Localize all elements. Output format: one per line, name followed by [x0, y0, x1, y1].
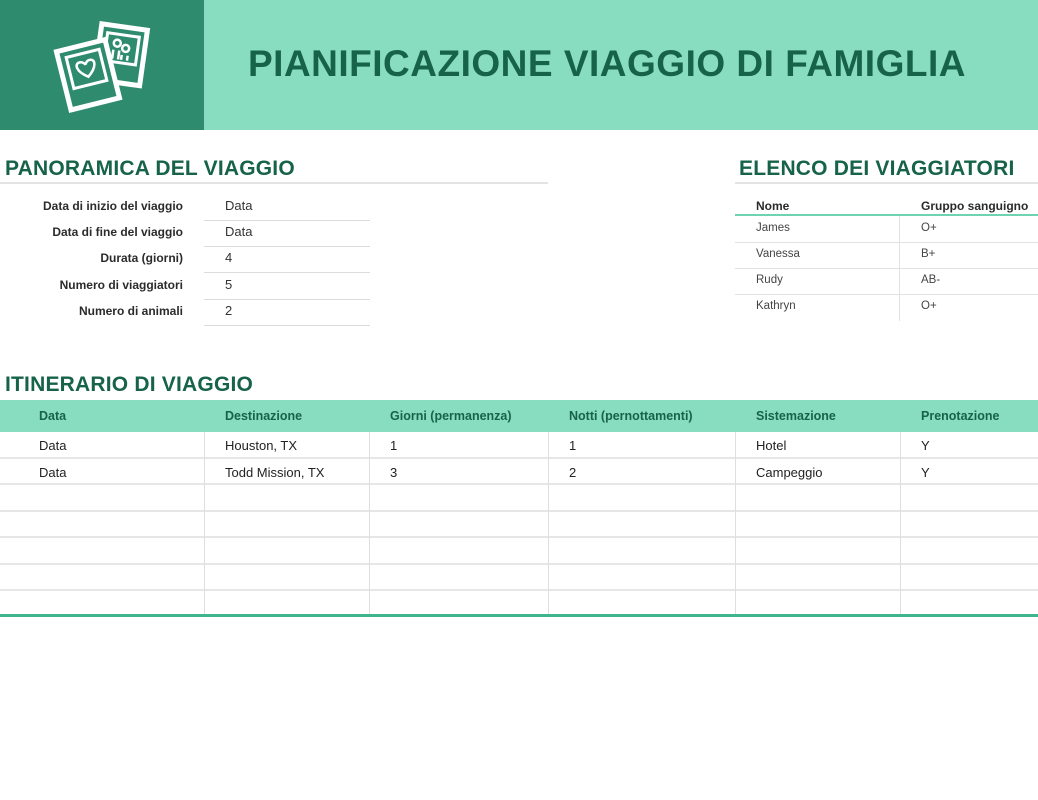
itinerary-row-empty[interactable] — [0, 565, 1038, 592]
itinerary-row-empty[interactable] — [0, 512, 1038, 539]
travelers-title-rule — [735, 182, 1038, 184]
traveler-blood: O+ — [921, 222, 937, 234]
travelers-col-name: Nome — [756, 199, 790, 213]
itinerary-col-days: Giorni (permanenza) — [390, 409, 512, 423]
banner-icon-panel — [0, 0, 204, 130]
itinerary-cell-booking: Y — [921, 464, 930, 480]
overview-label-start-date: Data di inizio del viaggio — [42, 199, 183, 213]
itinerary-cell-days: 3 — [390, 464, 398, 480]
overview-title: PANORAMICA DEL VIAGGIO — [5, 157, 295, 180]
itinerary-col-booking: Prenotazione — [921, 409, 1000, 423]
banner-title-panel — [204, 0, 1038, 130]
overview-value-travelers[interactable]: 5 — [204, 276, 370, 300]
traveler-blood: AB- — [921, 274, 941, 286]
itinerary-table-header — [0, 400, 1038, 432]
itinerary-column-divider — [548, 432, 549, 616]
overview-label-travelers: Numero di viaggiatori — [59, 278, 183, 292]
page-title: PIANIFICAZIONE VIAGGIO DI FAMIGLIA — [248, 43, 966, 84]
overview-value-duration[interactable]: 4 — [204, 249, 370, 273]
travelers-column-divider — [899, 216, 900, 321]
itinerary-col-date: Data — [39, 409, 67, 423]
itinerary-row-empty[interactable] — [0, 485, 1038, 512]
traveler-name: Rudy — [756, 274, 783, 286]
itinerary-row[interactable] — [0, 432, 1038, 459]
overview-label-pets: Numero di animali — [78, 304, 183, 318]
itinerary-column-divider — [369, 432, 370, 616]
travelers-col-blood: Gruppo sanguigno — [921, 199, 1029, 213]
itinerary-row-empty[interactable] — [0, 591, 1038, 615]
itinerary-col-destination: Destinazione — [225, 409, 303, 423]
travelers-title: ELENCO DEI VIAGGIATORI — [739, 157, 1015, 180]
header-banner — [0, 0, 1038, 130]
itinerary-col-nights: Notti (pernottamenti) — [569, 409, 693, 423]
traveler-row[interactable] — [735, 243, 1038, 269]
traveler-name: James — [756, 222, 790, 234]
overview-value-end-date[interactable]: Data — [204, 223, 370, 247]
overview-value-pets[interactable]: 2 — [204, 302, 370, 326]
traveler-blood: O+ — [921, 300, 937, 312]
overview-label-end-date: Data di fine del viaggio — [52, 225, 183, 239]
traveler-row[interactable] — [735, 217, 1038, 243]
itinerary-row-empty[interactable] — [0, 538, 1038, 565]
traveler-name: Kathryn — [756, 300, 796, 312]
itinerary-table-bottom-border — [0, 614, 1038, 617]
itinerary-cell-accommodation: Hotel — [756, 438, 787, 453]
traveler-row[interactable] — [735, 295, 1038, 321]
itinerary-column-divider — [204, 432, 205, 616]
itinerary-row[interactable] — [0, 459, 1038, 486]
overview-title-rule — [0, 182, 548, 184]
itinerary-cell-destination: Houston, TX — [225, 438, 298, 453]
itinerary-cell-accommodation: Campeggio — [756, 464, 823, 480]
itinerary-cell-date: Data — [39, 464, 67, 480]
itinerary-col-accommodation: Sistemazione — [756, 409, 836, 423]
travelers-table-header — [735, 196, 1038, 216]
itinerary-column-divider — [900, 432, 901, 616]
itinerary-cell-days: 1 — [390, 438, 398, 453]
overview-label-duration: Durata (giorni) — [100, 251, 183, 265]
itinerary-cell-destination: Todd Mission, TX — [225, 464, 325, 480]
itinerary-title: ITINERARIO DI VIAGGIO — [5, 373, 254, 396]
overview-value-start-date[interactable]: Data — [204, 197, 370, 221]
itinerary-cell-booking: Y — [921, 438, 930, 453]
itinerary-column-divider — [735, 432, 736, 616]
traveler-blood: B+ — [921, 248, 936, 260]
traveler-name: Vanessa — [756, 248, 800, 260]
itinerary-cell-nights: 2 — [569, 464, 577, 480]
itinerary-cell-date: Data — [39, 438, 67, 453]
traveler-row[interactable] — [735, 269, 1038, 295]
photos-icon — [47, 15, 157, 115]
itinerary-cell-nights: 1 — [569, 438, 577, 453]
